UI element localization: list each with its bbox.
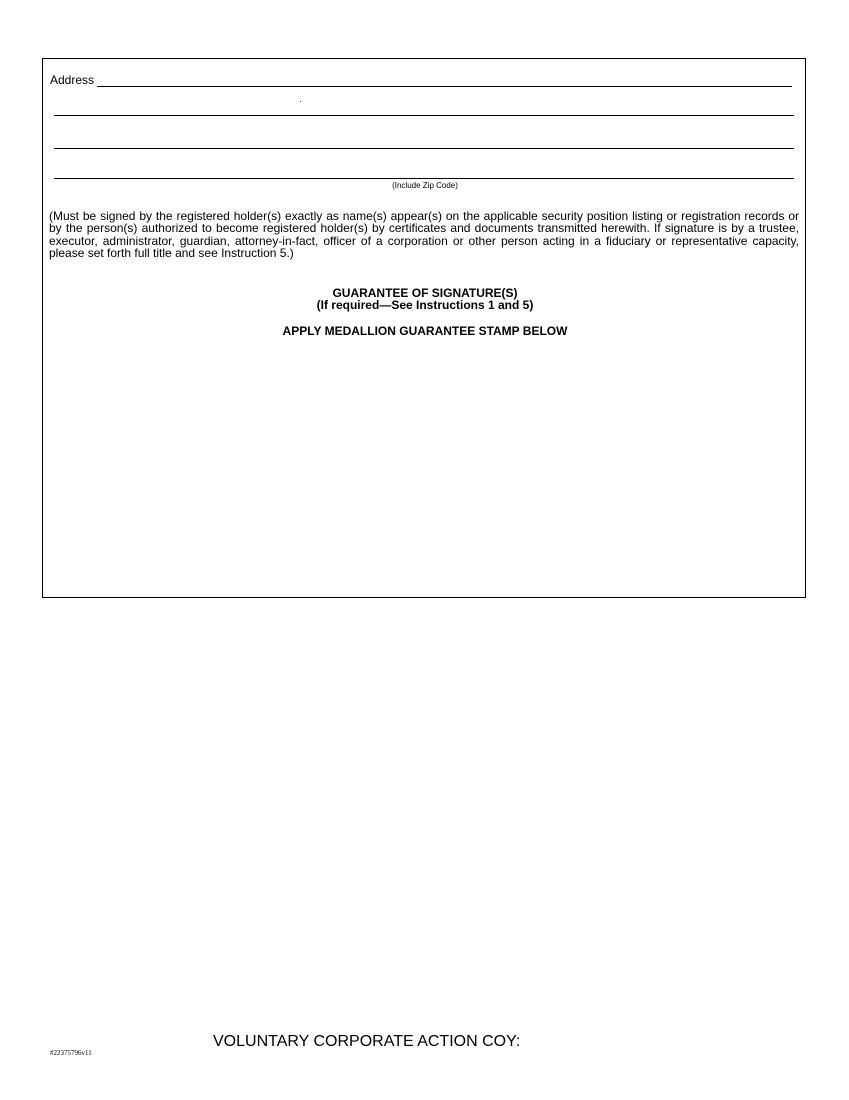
address-label: Address (50, 73, 95, 87)
stray-dot (300, 101, 301, 102)
address-line-3[interactable] (54, 148, 794, 149)
address-row (50, 71, 792, 87)
signature-guarantee-form (42, 58, 806, 598)
guarantee-subtitle: (If required—See Instructions 1 and 5) (316, 298, 534, 312)
document-id: #22375796v11 (50, 1049, 92, 1057)
address-line-2[interactable] (54, 115, 794, 116)
address-line-4[interactable] (54, 178, 794, 179)
zip-code-note: (Include Zip Code) (392, 181, 458, 190)
medallion-stamp-heading: APPLY MEDALLION GUARANTEE STAMP BELOW (282, 324, 568, 338)
guarantee-title: GUARANTEE OF SIGNATURE(S) (332, 286, 518, 300)
footer-title: VOLUNTARY CORPORATE ACTION COY: (213, 1033, 521, 1050)
address-input-line[interactable] (97, 73, 792, 87)
signing-instructions: (Must be signed by the registered holder(s) exactly as name(s) appear(s) on the applicable security position listing or registration records or by the person(s) authorized to become registered holder(s) by certificates and documents transmitted herewith. If signature is by a trustee, executor, administrator, guardian, attorney-in-fact, officer of a corporation or other person acting in a fiduciary or representative capacity, please set forth full title and see Instruction 5.) (49, 209, 799, 260)
